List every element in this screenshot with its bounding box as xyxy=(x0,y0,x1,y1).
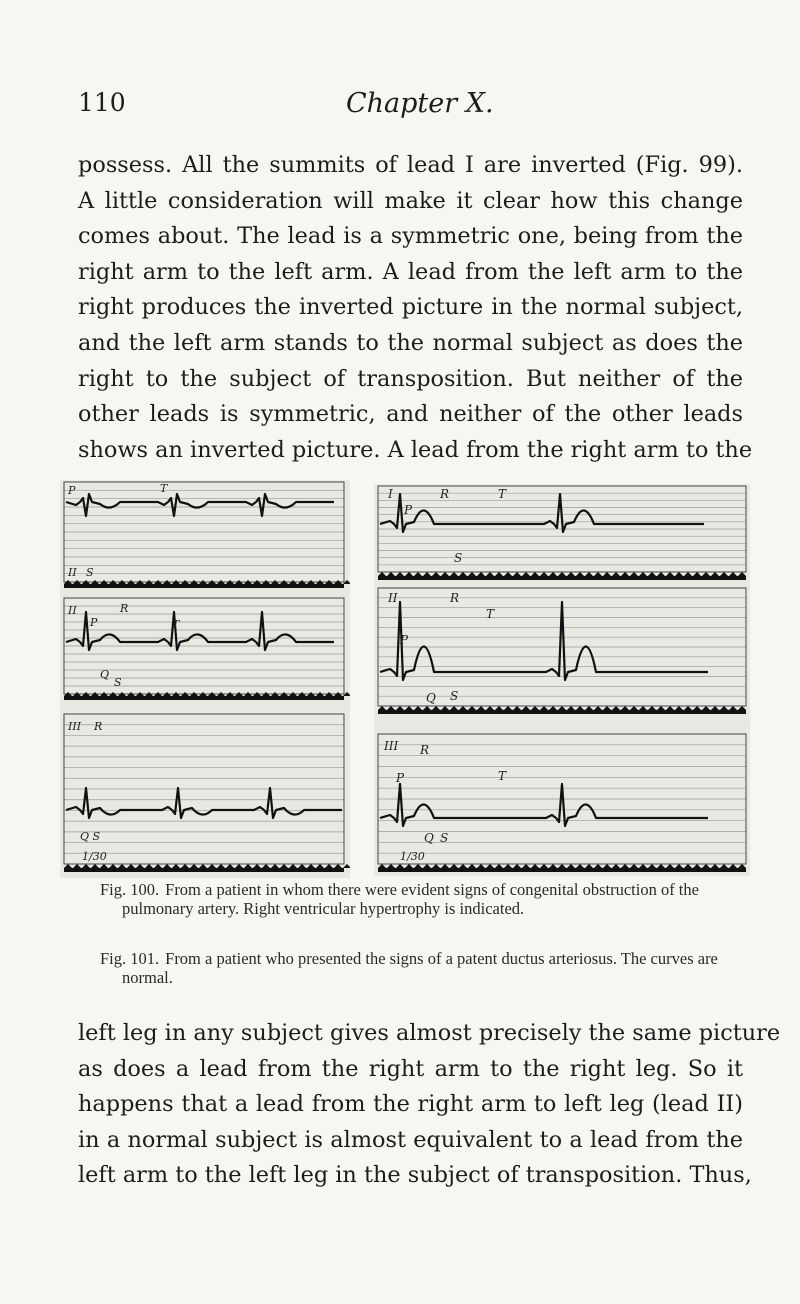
wave-label-r: R xyxy=(450,591,460,605)
text-line: right arm to the left arm. A lead from the left arm to the xyxy=(78,258,743,285)
wave-label-t: T xyxy=(498,487,507,501)
lead-label: I xyxy=(388,487,393,501)
text-line: comes about. The lead is a symmetric one, being from the xyxy=(78,223,743,250)
lead-label: II xyxy=(68,604,77,617)
lead-label: II xyxy=(68,566,77,579)
figure-101-ecg-tracings xyxy=(374,484,750,876)
wave-label-r: R xyxy=(94,720,103,733)
caption-label: Fig. 100. xyxy=(100,880,160,899)
figure-101 xyxy=(374,484,750,876)
wave-label-p: P xyxy=(396,771,405,785)
wave-label-r: R xyxy=(420,743,430,757)
wave-label-p: P xyxy=(68,484,76,497)
wave-label-p: P xyxy=(404,503,413,517)
wave-label-r: R xyxy=(440,487,450,501)
tracing-grid xyxy=(64,482,344,582)
wave-label-t: T xyxy=(498,769,507,783)
caption-fig-101 xyxy=(100,949,765,987)
time-marker-strip xyxy=(64,580,350,588)
wave-label-s: S xyxy=(440,831,449,845)
time-marker-strip xyxy=(378,572,746,580)
ecg-waveform xyxy=(66,494,334,516)
text-line: left arm to the left leg in the subject of transposition. Thus, xyxy=(78,1162,752,1189)
text-line: other leads is symmetric, and neither of the other leads xyxy=(78,401,743,428)
top-paragraph xyxy=(78,148,753,468)
lead-label: III xyxy=(68,720,82,733)
time-marker-strip xyxy=(378,864,746,872)
ecg-waveform xyxy=(66,788,342,818)
time-scale-label: 1/30 xyxy=(400,850,425,863)
time-scale-label: 1/30 xyxy=(82,850,107,863)
ecg-waveform xyxy=(66,612,334,650)
caption-text: From a patient who presented the signs of a patent ductus arteriosus. The curves are normal. xyxy=(122,949,718,987)
ecg-waveform xyxy=(380,602,708,680)
wave-label-p: P xyxy=(400,633,409,647)
chapter-title: Chapter X. xyxy=(346,88,494,119)
figure-100-ecg-tracings xyxy=(60,480,350,878)
caption-text: From a patient in whom there were evident signs of congenital obstruction of the pulmonary artery. Right ventricular hypertrophy is indicated. xyxy=(122,880,699,918)
lead-label: III xyxy=(384,739,399,753)
wave-label-q: Q xyxy=(424,831,434,845)
bottom-paragraph xyxy=(78,1016,781,1194)
wave-label-s: S xyxy=(450,689,459,703)
wave-label-t: T xyxy=(160,482,168,495)
caption-label: Fig. 101. xyxy=(100,949,160,968)
caption-fig-100 xyxy=(100,880,765,918)
text-line: right produces the inverted picture in the normal subject, xyxy=(78,294,743,321)
text-line: and the left arm stands to the normal subject as does the xyxy=(78,329,743,356)
lead-label: II xyxy=(388,591,398,605)
wave-label-qs: Q S xyxy=(80,830,101,843)
ecg-waveform xyxy=(380,784,708,826)
wave-label-q: Q xyxy=(100,668,110,681)
time-marker-strip xyxy=(64,864,350,872)
wave-label-r: R xyxy=(120,602,129,615)
running-header xyxy=(78,88,738,124)
wave-label-s: S xyxy=(454,551,463,565)
page-number: 110 xyxy=(78,88,126,117)
wave-label-t: T xyxy=(486,607,495,621)
wave-label-s: S xyxy=(86,566,94,579)
wave-label-s: S xyxy=(114,676,122,689)
wave-label-p: P xyxy=(90,616,98,629)
text-line: as does a lead from the right arm to the right leg. So it xyxy=(78,1055,743,1082)
time-marker-strip xyxy=(378,706,746,714)
text-line: in a normal subject is almost equivalent to a lead from the xyxy=(78,1126,743,1153)
time-marker-strip xyxy=(64,692,350,700)
wave-label-t: T xyxy=(172,618,180,631)
text-line: right to the subject of transposition. But neither of the xyxy=(78,365,743,392)
text-line: possess. All the summits of lead I are inverted (Fig. 99). xyxy=(78,152,743,178)
ecg-waveform xyxy=(380,494,704,532)
text-line: shows an inverted picture. A lead from the right arm to the xyxy=(78,436,753,463)
text-line: happens that a lead from the right arm to left leg (lead II) xyxy=(78,1091,743,1118)
text-line: left leg in any subject gives almost precisely the same picture xyxy=(78,1020,781,1046)
tracing-grid xyxy=(64,714,344,864)
wave-label-q: Q xyxy=(426,691,436,705)
text-line: A little consideration will make it clear how this change xyxy=(78,187,743,214)
figure-100 xyxy=(60,480,350,878)
